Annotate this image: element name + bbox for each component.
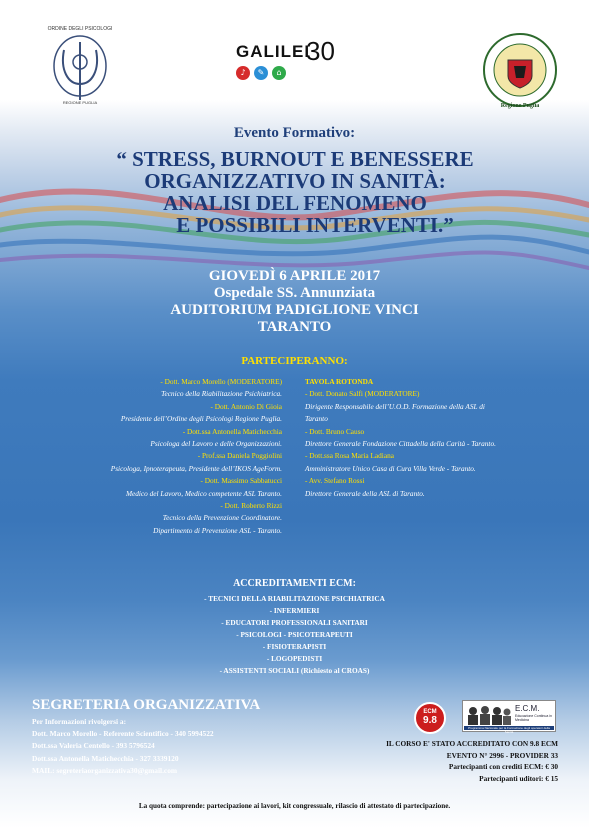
ecm-info-line: Partecipanti uditori: € 15 — [479, 773, 558, 783]
ecm-logo — [462, 700, 556, 732]
roundtable-heading: TAVOLA ROTONDA — [305, 377, 374, 386]
participant-name: - Avv. Stefano Rossi — [305, 476, 365, 486]
participant-role: Medico del Lavoro, Medico competente ASL Taranto. — [125, 488, 282, 498]
ecm-info-line: EVENTO N° 2996 - PROVIDER 33 — [446, 750, 558, 760]
pen-icon: ✎ — [254, 66, 268, 80]
title-line: “ STRESS, BURNOUT E BENESSERE — [116, 147, 474, 171]
ecm-info-line: IL CORSO E' STATO ACCREDITATO CON 9.8 ECM — [386, 739, 558, 748]
accreditamenti-heading: ACCREDITAMENTI ECM: — [233, 578, 356, 589]
ecm-logo-band: Programma Nazionale per la Formazione degli operatori della Sanità — [464, 726, 554, 730]
galilei-icons — [236, 66, 286, 80]
participant-name: - Dott. Massimo Sabbatucci — [200, 476, 282, 486]
galilei-logo-number: 30 — [306, 36, 335, 66]
ecm-info — [300, 738, 558, 784]
accreditamento-item: - FISIOTERAPISTI — [262, 642, 327, 651]
participants-right-column — [305, 376, 545, 500]
contact-line: Dott.ssa Valeria Centello - 393 5796524 — [32, 741, 155, 751]
accreditamento-item: - INFERMIERI — [269, 606, 320, 615]
ecm-people-icon — [465, 703, 513, 725]
galilei-logo-name: GALILEI — [236, 42, 311, 61]
footer-note: La quota comprende: partecipazione ai lavori, kit congressuale, rilascio di attestato di partecipazione. — [138, 802, 451, 810]
participant-role: Psicologa del Lavoro e delle Organizzazioni. — [150, 439, 282, 449]
event-date: GIOVEDÌ 6 APRILE 2017 — [208, 268, 381, 284]
building-icon: ⌂ — [272, 66, 286, 80]
ordine-psicologi-logo — [40, 20, 120, 108]
participant-name: - Dott.ssa Rosa Maria Ladiana — [305, 451, 394, 461]
participant-role: Dirigente Responsabile dell’U.O.D. Formazione della ASL di — [305, 401, 485, 411]
event-venue: AUDITORIUM PADIGLIONE VINCI — [170, 302, 419, 318]
ecm-logo-subtitle: Educazione Continua in Medicina — [515, 714, 552, 722]
accreditamento-item: - TECNICI DELLA RIABILITAZIONE PSICHIATRICA — [204, 594, 385, 603]
accreditamento-item: - EDUCATORI PROFESSIONALI SANITARI — [221, 618, 368, 627]
participant-name: - Dott. Marco Morello (MODERATORE) — [160, 377, 282, 386]
event-hospital: Ospedale SS. Annunziata — [213, 285, 376, 301]
participant-name: - Dott. Donato Salfi (MODERATORE) — [305, 389, 420, 399]
accreditamenti-list — [0, 593, 589, 677]
title-line: E POSSIBILI INTERVENTI.” — [176, 213, 454, 237]
asl-region: Regione Puglia — [500, 103, 540, 109]
event-city: TARANTO — [257, 319, 332, 335]
event-type: Evento Formativo: — [233, 125, 356, 141]
participant-role: Taranto — [305, 414, 328, 424]
contact-email[interactable]: MAIL: segreteriaorganizzativa30@gmail.com — [32, 765, 178, 775]
participant-name: - Dott. Roberto Rizzi — [220, 501, 282, 511]
ecm-badge-value: 9.8 — [423, 715, 437, 726]
participant-name: - Dott. Antonio Di Gioia — [210, 401, 282, 411]
participant-role: Direttore Generale Fondazione Cittadella della Carità - Taranto. — [305, 439, 496, 449]
contact-line: Dott.ssa Antonella Matichecchia - 327 3339120 — [32, 753, 179, 763]
participant-role: Dipartimento di Prevenzione ASL - Taranto. — [153, 525, 282, 535]
event-title — [60, 148, 530, 236]
accreditamento-item: - ASSISTENTI SOCIALI (Richiesto al CROAS) — [219, 666, 370, 675]
ecm-info-line: Partecipanti con crediti ECM: € 30 — [448, 762, 558, 771]
participant-role: Tecnico della Prevenzione Coordinatore. — [162, 513, 282, 523]
event-details — [0, 268, 589, 336]
ordine-caption: ORDINE DEGLI PSICOLOGI — [47, 26, 113, 32]
contact-line: Per Informazioni rivolgersi a: — [32, 717, 127, 726]
ordine-region: REGIONE PUGLIA — [62, 100, 98, 105]
accreditamento-item: - LOGOPEDISTI — [266, 654, 323, 663]
participant-role: Tecnico della Riabilitazione Psichiatrica. — [161, 389, 282, 399]
participant-name: - Dott. Bruno Causo — [305, 426, 365, 436]
contact-line: Dott. Marco Morello - Referente Scientifico - 340 5994522 — [32, 729, 214, 739]
participant-name: - Dott.ssa Antonella Matichecchia — [182, 426, 282, 436]
participant-role: Psicologa, Ipnoterapeuta, Presidente dell’IKOS AgeForm. — [110, 463, 282, 473]
title-line: ORGANIZZATIVO IN SANITÀ: — [144, 169, 446, 193]
segreteria-contacts — [32, 716, 214, 777]
participants-heading: PARTECIPERANNO: — [241, 355, 348, 367]
ecm-credits-badge — [414, 702, 446, 734]
ecm-logo-title: E.C.M. — [515, 704, 540, 713]
accreditamento-item: - PSICOLOGI - PSICOTERAPEUTI — [236, 630, 353, 639]
segreteria-heading: SEGRETERIA ORGANIZZATIVA — [32, 697, 261, 713]
participant-role: Amministratore Unico Casa di Cura Villa Verde - Taranto. — [305, 463, 476, 473]
participant-role: Presidente dell’Ordine degli Psicologi Regione Puglia. — [120, 414, 282, 424]
participant-name: - Prof.ssa Daniela Poggiolini — [197, 451, 282, 461]
participant-role: Direttore Generale della ASL di Taranto. — [305, 488, 425, 498]
microphone-icon: ♪ — [236, 66, 250, 80]
title-line: ANALISI DEL FENOMENO — [163, 191, 427, 215]
ecm-badge-label: ECM — [423, 709, 437, 715]
participants-left-column — [50, 376, 282, 537]
